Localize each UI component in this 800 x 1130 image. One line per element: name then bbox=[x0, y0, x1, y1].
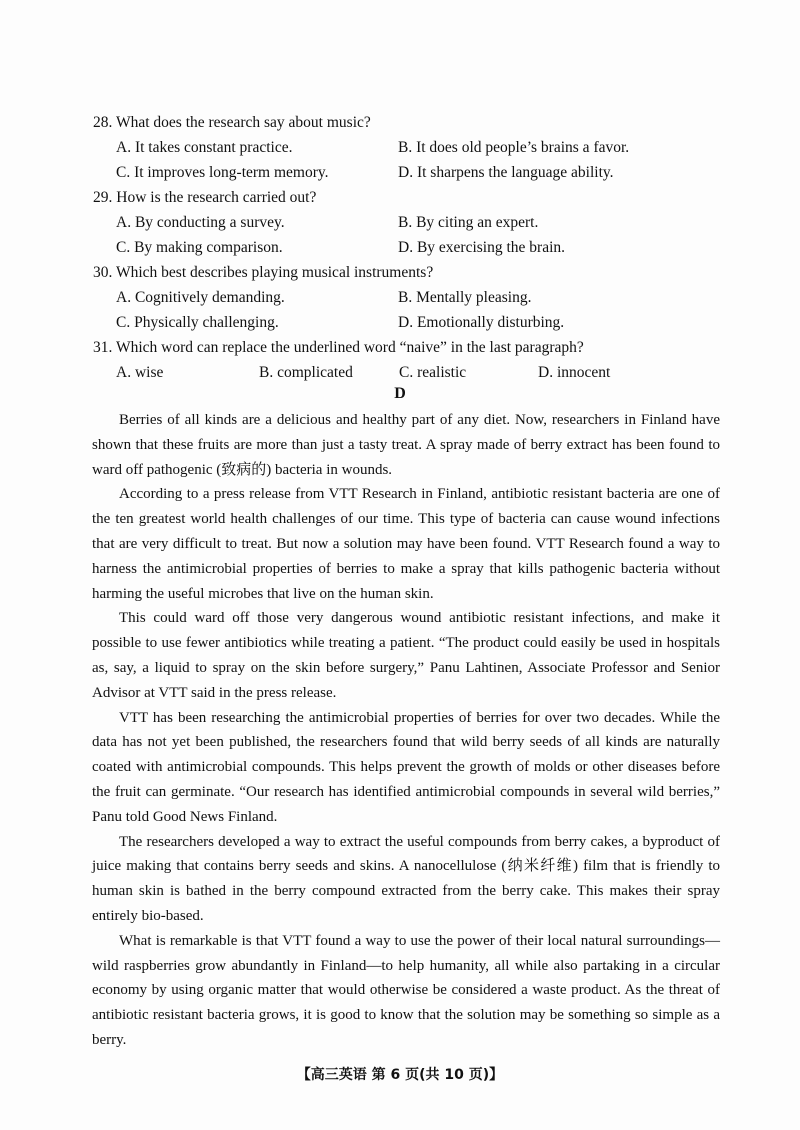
option-row bbox=[93, 135, 733, 160]
option-row bbox=[93, 310, 733, 335]
option-a: A. wise bbox=[116, 364, 164, 381]
option-d: D. By exercising the brain. bbox=[398, 239, 566, 256]
option-c: C. It improves long-term memory. bbox=[116, 164, 329, 181]
question-stem: 28. What does the research say about music? bbox=[93, 114, 371, 131]
option-b: B. Mentally pleasing. bbox=[398, 289, 532, 306]
section-heading: D bbox=[394, 385, 406, 402]
option-row bbox=[93, 235, 733, 260]
question-list bbox=[93, 110, 733, 385]
question-31 bbox=[93, 335, 733, 385]
option-b: B. By citing an expert. bbox=[398, 214, 539, 231]
page-footer: 【高三英语 第 6 页(共 10 页)】 bbox=[296, 1067, 504, 1083]
question-29 bbox=[93, 185, 733, 260]
option-d: D. innocent bbox=[538, 364, 611, 381]
option-b: B. It does old people’s brains a favor. bbox=[398, 139, 630, 156]
option-c: C. By making comparison. bbox=[116, 239, 283, 256]
option-row bbox=[93, 160, 733, 185]
passage-paragraph: Berries of all kinds are a delicious and healthy part of any diet. Now, researchers in Finland have shown that these fruits are more than just a tasty treat. A spray made of berry extract has been found to ward off pathogenic (致病的) bacteria in wounds. bbox=[92, 412, 720, 478]
option-a: A. Cognitively demanding. bbox=[116, 289, 285, 306]
option-a: A. It takes constant practice. bbox=[116, 139, 293, 156]
passage-paragraph: What is remarkable is that VTT found a way to use the power of their local natural surroundings—wild raspberries grow abundantly in Finland—to help humanity, all while also partaking in a circular economy by using organic matter that would otherwise be considered a waste product. As the threat of antibiotic resistant bacteria grows, it is good to know that the solution may be something so simple as a berry. bbox=[92, 932, 720, 1048]
option-row bbox=[93, 210, 733, 235]
question-28 bbox=[93, 110, 733, 185]
question-stem: 30. Which best describes playing musical instruments? bbox=[93, 264, 434, 281]
option-c: C. realistic bbox=[399, 364, 467, 381]
question-30 bbox=[93, 260, 733, 335]
option-d: D. It sharpens the language ability. bbox=[398, 164, 614, 181]
reading-passage bbox=[92, 408, 720, 1053]
question-stem: 31. Which word can replace the underlined word “naive” in the last paragraph? bbox=[93, 339, 584, 356]
passage-paragraph: This could ward off those very dangerous wound antibiotic resistant infections, and make it possible to use fewer antibiotics while treating a patient. “The product could easily be used in hospitals as, say, a liquid to spray on the skin before surgery,” Panu Lahtinen, Associate Professor and Senior Advisor at VTT said in the press release. bbox=[92, 610, 720, 701]
option-d: D. Emotionally disturbing. bbox=[398, 314, 565, 331]
option-a: A. By conducting a survey. bbox=[116, 214, 285, 231]
option-b: B. complicated bbox=[259, 364, 353, 381]
passage-paragraph: According to a press release from VTT Research in Finland, antibiotic resistant bacteria are one of the ten greatest world health challenges of our time. This type of bacteria can cause wound infections that are very difficult to treat. But now a solution may have been found. VTT Research found a way to harness the antimicrobial properties of berries to make a spray that kills pathogenic bacteria without harming the useful microbes that live on the human skin. bbox=[92, 486, 720, 602]
option-c: C. Physically challenging. bbox=[116, 314, 279, 331]
option-row bbox=[93, 285, 733, 310]
question-stem: 29. How is the research carried out? bbox=[93, 189, 317, 206]
passage-paragraph: The researchers developed a way to extract the useful compounds from berry cakes, a byproduct of juice making that contains berry seeds and skins. A nanocellulose (纳米纤维) film that is friendly to human skin is bathed in the berry compound extracted from the berry cake. This makes their spray entirely bio-based. bbox=[92, 833, 720, 924]
passage-paragraph: VTT has been researching the antimicrobial properties of berries for over two decades. While the data has not yet been published, the researchers found that wild berry seeds of all kinds are naturally coated with antimicrobial compounds. This helps prevent the growth of molds or other diseases before the fruit can germinate. “Our research has identified antimicrobial compounds in several wild berries,” Panu told Good News Finland. bbox=[92, 709, 720, 825]
